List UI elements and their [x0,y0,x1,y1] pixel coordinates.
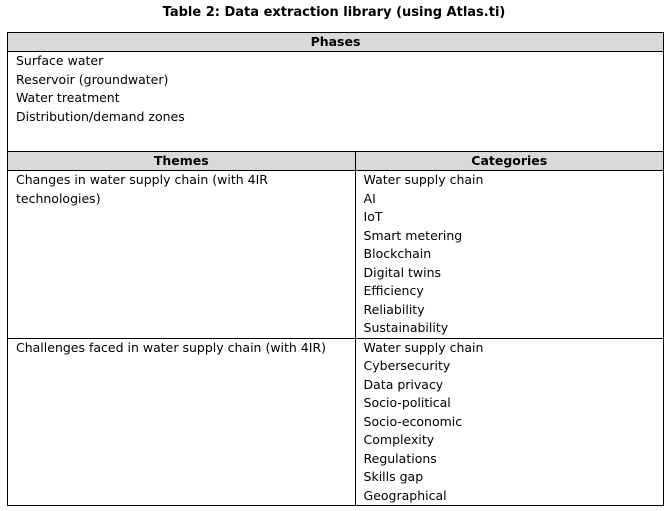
phase-item: Distribution/demand zones [16,108,185,124]
category-item: Digital twins [363,264,442,280]
table-row [8,338,664,506]
category-item: Reliability [363,301,425,317]
category-item: Efficiency [363,283,424,298]
categories-cell [355,338,663,506]
phases-list [8,52,664,152]
category-item: Water supply chain [363,172,484,187]
category-item: Geographical [363,487,447,503]
category-item: Socio-economic [363,413,463,429]
category-item: Sustainability [363,320,449,335]
category-item: Skills gap [363,469,424,484]
category-item: Smart metering [363,227,463,243]
category-item: IoT [363,209,383,224]
table-caption: Table 2: Data extraction library (using Atlas.ti) [162,5,506,20]
category-item: Socio-political [363,395,451,410]
table-row [8,171,664,339]
theme-text: Challenges faced in water supply chain (with 4IR) [16,339,327,355]
categories-cell [355,171,663,339]
data-extraction-table [7,32,664,506]
themes-header: Themes [8,152,356,171]
theme-cell [8,171,356,339]
phase-item: Water treatment [16,90,120,105]
category-item: Data privacy [363,376,444,392]
theme-cell [8,338,356,506]
category-item: AI [363,190,376,206]
phase-item: Reservoir (groundwater) [16,71,169,87]
category-item: Water supply chain [363,339,484,355]
category-item: Blockchain [363,246,432,261]
category-item: Complexity [363,432,435,447]
category-item: Cybersecurity [363,358,451,373]
category-item: Regulations [363,450,437,466]
phases-header: Phases [8,33,664,52]
theme-text: Changes in water supply chain (with 4IR technologies) [16,172,268,206]
categories-header: Categories [355,152,663,171]
phase-item: Surface water [16,53,104,68]
